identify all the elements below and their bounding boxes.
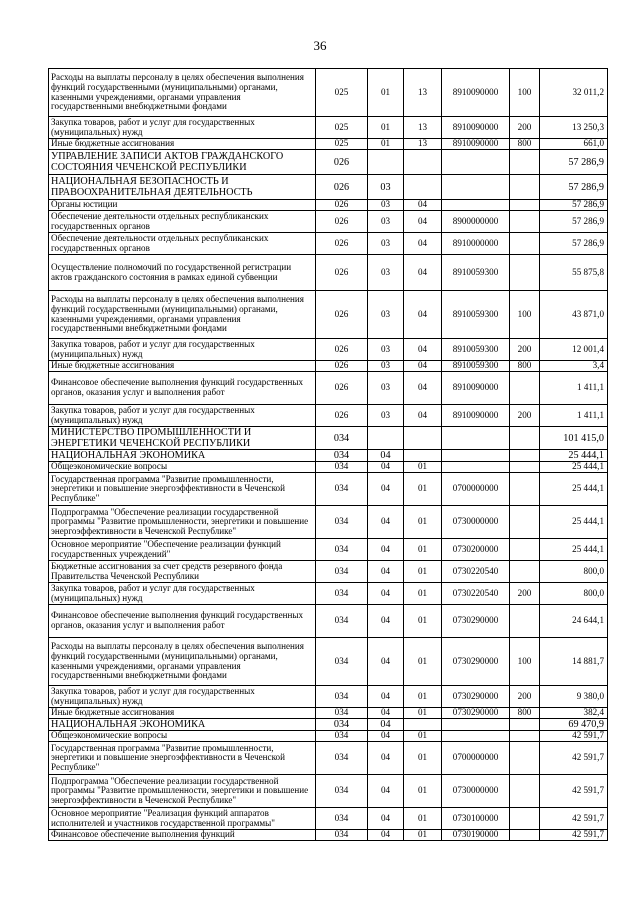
amount-cell: 25 444,1 <box>540 539 608 561</box>
expense-name-cell: НАЦИОНАЛЬНАЯ ЭКОНОМИКА <box>49 719 316 731</box>
section-code-cell: 03 <box>368 372 404 405</box>
target-article-cell: 0730290000 <box>442 708 510 719</box>
section-code-cell: 04 <box>368 450 404 462</box>
expense-name-cell: Основное мероприятие "Обеспечение реализации функций государственных учреждений" <box>49 539 316 561</box>
target-article-cell: 8910059300 <box>442 291 510 339</box>
target-article-cell: 0730290000 <box>442 605 510 638</box>
expense-name-cell: НАЦИОНАЛЬНАЯ ЭКОНОМИКА <box>49 450 316 462</box>
department-code-cell: 026 <box>316 361 368 372</box>
expense-type-cell <box>510 372 540 405</box>
table-row <box>49 686 608 708</box>
amount-cell: 43 871,0 <box>540 291 608 339</box>
expense-name-cell: Закупка товаров, работ и услуг для государственных (муниципальных) нужд <box>49 686 316 708</box>
section-code-cell: 01 <box>368 69 404 117</box>
section-code-cell: 04 <box>368 638 404 686</box>
table-row <box>49 808 608 830</box>
expense-name-cell: Финансовое обеспечение выполнения функций <box>49 830 316 841</box>
expense-type-cell <box>510 427 540 450</box>
expense-type-cell: 800 <box>510 139 540 150</box>
expense-type-cell <box>510 255 540 291</box>
expense-name-cell: Расходы на выплаты персоналу в целях обеспечения выполнения функций государственными (муниципальными) органами, казенными учреждениями, органами управления государственными внебюджетными фондами <box>49 69 316 117</box>
table-row <box>49 339 608 361</box>
table-row <box>49 561 608 583</box>
department-code-cell: 034 <box>316 775 368 808</box>
section-code-cell: 03 <box>368 211 404 233</box>
amount-cell: 800,0 <box>540 583 608 605</box>
department-code-cell: 034 <box>316 473 368 506</box>
expense-type-cell: 200 <box>510 686 540 708</box>
section-code-cell: 04 <box>368 539 404 561</box>
section-code-cell: 03 <box>368 361 404 372</box>
section-code-cell <box>368 150 404 175</box>
subsection-code-cell <box>404 719 442 731</box>
department-code-cell: 034 <box>316 708 368 719</box>
section-code-cell: 04 <box>368 719 404 731</box>
expense-type-cell <box>510 539 540 561</box>
subsection-code-cell <box>404 427 442 450</box>
section-code-cell: 04 <box>368 742 404 775</box>
department-code-cell: 026 <box>316 150 368 175</box>
amount-cell: 661,0 <box>540 139 608 150</box>
section-code-cell: 04 <box>368 583 404 605</box>
table-row <box>49 506 608 539</box>
expense-type-cell <box>510 742 540 775</box>
department-code-cell: 025 <box>316 139 368 150</box>
amount-cell: 1 411,1 <box>540 372 608 405</box>
target-article-cell: 0730100000 <box>442 808 510 830</box>
expense-type-cell <box>510 200 540 211</box>
expense-name-cell: Общеэкономические вопросы <box>49 731 316 742</box>
department-code-cell: 034 <box>316 561 368 583</box>
target-article-cell: 0730220540 <box>442 561 510 583</box>
expense-type-cell <box>510 830 540 841</box>
expense-type-cell <box>510 731 540 742</box>
table-row <box>49 719 608 731</box>
amount-cell: 32 011,2 <box>540 69 608 117</box>
expense-type-cell <box>510 473 540 506</box>
target-article-cell: 8910059300 <box>442 255 510 291</box>
subsection-code-cell: 01 <box>404 583 442 605</box>
expense-name-cell: Финансовое обеспечение выполнения функций государственных органов, оказания услуг и выполнения работ <box>49 605 316 638</box>
subsection-code-cell: 01 <box>404 638 442 686</box>
amount-cell: 14 881,7 <box>540 638 608 686</box>
expense-type-cell <box>510 233 540 255</box>
section-code-cell: 04 <box>368 473 404 506</box>
amount-cell: 12 001,4 <box>540 339 608 361</box>
table-row <box>49 200 608 211</box>
subsection-code-cell: 01 <box>404 708 442 719</box>
expense-name-cell: Обеспечение деятельности отдельных республиканских государственных органов <box>49 211 316 233</box>
table-row <box>49 462 608 473</box>
expense-name-cell: УПРАВЛЕНИЕ ЗАПИСИ АКТОВ ГРАЖДАНСКОГО СОСТОЯНИЯ ЧЕЧЕНСКОЙ РЕСПУБЛИКИ <box>49 150 316 175</box>
subsection-code-cell: 01 <box>404 539 442 561</box>
amount-cell: 42 591,7 <box>540 742 608 775</box>
section-code-cell: 01 <box>368 139 404 150</box>
amount-cell: 25 444,1 <box>540 506 608 539</box>
section-code-cell: 04 <box>368 462 404 473</box>
table-row <box>49 372 608 405</box>
department-code-cell: 025 <box>316 117 368 139</box>
target-article-cell: 0730290000 <box>442 686 510 708</box>
subsection-code-cell: 13 <box>404 139 442 150</box>
target-article-cell: 0730290000 <box>442 638 510 686</box>
department-code-cell: 026 <box>316 339 368 361</box>
section-code-cell <box>368 427 404 450</box>
budget-table-body <box>49 69 608 841</box>
target-article-cell <box>442 719 510 731</box>
target-article-cell: 0730200000 <box>442 539 510 561</box>
section-code-cell: 04 <box>368 830 404 841</box>
expense-name-cell: Закупка товаров, работ и услуг для государственных (муниципальных) нужд <box>49 405 316 427</box>
department-code-cell: 026 <box>316 372 368 405</box>
subsection-code-cell: 04 <box>404 255 442 291</box>
expense-type-cell <box>510 175 540 200</box>
department-code-cell: 034 <box>316 686 368 708</box>
expense-type-cell <box>510 808 540 830</box>
expense-type-cell <box>510 150 540 175</box>
target-article-cell <box>442 427 510 450</box>
table-row <box>49 473 608 506</box>
expense-type-cell: 800 <box>510 708 540 719</box>
amount-cell: 42 591,7 <box>540 808 608 830</box>
amount-cell: 25 444,1 <box>540 473 608 506</box>
target-article-cell <box>442 450 510 462</box>
target-article-cell: 0730190000 <box>442 830 510 841</box>
expense-name-cell: Закупка товаров, работ и услуг для государственных (муниципальных) нужд <box>49 583 316 605</box>
expense-name-cell: Расходы на выплаты персоналу в целях обеспечения выполнения функций государственными (муниципальными) органами, казенными учреждениями, органами управления государственными внебюджетными фондами <box>49 638 316 686</box>
section-code-cell: 04 <box>368 775 404 808</box>
amount-cell: 42 591,7 <box>540 775 608 808</box>
target-article-cell <box>442 150 510 175</box>
amount-cell: 57 286,9 <box>540 150 608 175</box>
budget-table <box>48 68 608 841</box>
section-code-cell: 04 <box>368 686 404 708</box>
subsection-code-cell <box>404 175 442 200</box>
expense-name-cell: Закупка товаров, работ и услуг для государственных (муниципальных) нужд <box>49 117 316 139</box>
expense-name-cell: Основное мероприятие "Реализация функций аппаратов исполнителей и участников государственной программы" <box>49 808 316 830</box>
expense-type-cell: 800 <box>510 361 540 372</box>
amount-cell: 101 415,0 <box>540 427 608 450</box>
department-code-cell: 034 <box>316 638 368 686</box>
target-article-cell <box>442 200 510 211</box>
target-article-cell: 8910090000 <box>442 139 510 150</box>
section-code-cell: 03 <box>368 255 404 291</box>
target-article-cell <box>442 731 510 742</box>
section-code-cell: 04 <box>368 605 404 638</box>
table-row <box>49 405 608 427</box>
department-code-cell: 034 <box>316 731 368 742</box>
department-code-cell: 034 <box>316 539 368 561</box>
department-code-cell: 034 <box>316 427 368 450</box>
section-code-cell: 03 <box>368 175 404 200</box>
table-row <box>49 583 608 605</box>
table-row <box>49 361 608 372</box>
subsection-code-cell: 01 <box>404 506 442 539</box>
subsection-code-cell: 01 <box>404 808 442 830</box>
table-row <box>49 175 608 200</box>
table-row <box>49 427 608 450</box>
department-code-cell: 026 <box>316 233 368 255</box>
department-code-cell: 034 <box>316 583 368 605</box>
amount-cell: 25 444,1 <box>540 462 608 473</box>
table-row <box>49 830 608 841</box>
subsection-code-cell <box>404 150 442 175</box>
subsection-code-cell: 01 <box>404 775 442 808</box>
expense-type-cell <box>510 719 540 731</box>
expense-name-cell: Обеспечение деятельности отдельных республиканских государственных органов <box>49 233 316 255</box>
table-row <box>49 139 608 150</box>
department-code-cell: 026 <box>316 291 368 339</box>
expense-type-cell <box>510 605 540 638</box>
expense-type-cell: 100 <box>510 69 540 117</box>
subsection-code-cell: 04 <box>404 211 442 233</box>
department-code-cell: 026 <box>316 175 368 200</box>
amount-cell: 9 380,0 <box>540 686 608 708</box>
section-code-cell: 04 <box>368 506 404 539</box>
table-row <box>49 150 608 175</box>
target-article-cell: 8910059300 <box>442 361 510 372</box>
expense-type-cell <box>510 506 540 539</box>
table-row <box>49 605 608 638</box>
amount-cell: 3,4 <box>540 361 608 372</box>
target-article-cell: 8910059300 <box>442 339 510 361</box>
expense-name-cell: Подпрограмма "Обеспечение реализации государственной программы "Развитие промышленности, энергетики и повышение энергоэффективности в Чеченской Республике" <box>49 775 316 808</box>
amount-cell: 57 286,9 <box>540 175 608 200</box>
section-code-cell: 03 <box>368 233 404 255</box>
table-row <box>49 731 608 742</box>
expense-name-cell: Органы юстиции <box>49 200 316 211</box>
expense-name-cell: Общеэкономические вопросы <box>49 462 316 473</box>
expense-name-cell: Государственная программа "Развитие промышленности, энергетики и повышение энергоэффективности в Чеченской Республике" <box>49 473 316 506</box>
table-row <box>49 742 608 775</box>
target-article-cell <box>442 175 510 200</box>
amount-cell: 42 591,7 <box>540 830 608 841</box>
expense-type-cell <box>510 211 540 233</box>
department-code-cell: 026 <box>316 200 368 211</box>
table-row <box>49 255 608 291</box>
subsection-code-cell: 13 <box>404 117 442 139</box>
table-row <box>49 450 608 462</box>
section-code-cell: 04 <box>368 808 404 830</box>
target-article-cell: 8900000000 <box>442 211 510 233</box>
department-code-cell: 025 <box>316 69 368 117</box>
target-article-cell: 8910000000 <box>442 233 510 255</box>
subsection-code-cell: 04 <box>404 291 442 339</box>
expense-name-cell: МИНИСТЕРСТВО ПРОМЫШЛЕННОСТИ И ЭНЕРГЕТИКИ ЧЕЧЕНСКОЙ РЕСПУБЛИКИ <box>49 427 316 450</box>
department-code-cell: 026 <box>316 211 368 233</box>
section-code-cell: 04 <box>368 561 404 583</box>
subsection-code-cell: 13 <box>404 69 442 117</box>
target-article-cell: 8910090000 <box>442 117 510 139</box>
table-row <box>49 117 608 139</box>
expense-type-cell <box>510 462 540 473</box>
department-code-cell: 034 <box>316 742 368 775</box>
table-row <box>49 638 608 686</box>
table-row <box>49 708 608 719</box>
target-article-cell: 0700000000 <box>442 742 510 775</box>
section-code-cell: 03 <box>368 291 404 339</box>
target-article-cell: 0730000000 <box>442 775 510 808</box>
subsection-code-cell: 01 <box>404 605 442 638</box>
subsection-code-cell: 04 <box>404 200 442 211</box>
expense-type-cell: 100 <box>510 291 540 339</box>
expense-name-cell: Расходы на выплаты персоналу в целях обеспечения выполнения функций государственными (муниципальными) органами, казенными учреждениями, органами управления государственными внебюджетными фондами <box>49 291 316 339</box>
subsection-code-cell <box>404 450 442 462</box>
expense-name-cell: Бюджетные ассигнования за счет средств резервного фонда Правительства Чеченской Республики <box>49 561 316 583</box>
department-code-cell: 034 <box>316 830 368 841</box>
table-row <box>49 69 608 117</box>
expense-type-cell: 200 <box>510 405 540 427</box>
target-article-cell: 0700000000 <box>442 473 510 506</box>
expense-name-cell: Государственная программа "Развитие промышленности, энергетики и повышение энергоэффективности в Чеченской Республике" <box>49 742 316 775</box>
amount-cell: 1 411,1 <box>540 405 608 427</box>
section-code-cell: 03 <box>368 405 404 427</box>
amount-cell: 57 286,9 <box>540 211 608 233</box>
subsection-code-cell: 01 <box>404 830 442 841</box>
amount-cell: 55 875,8 <box>540 255 608 291</box>
expense-type-cell: 200 <box>510 583 540 605</box>
expense-type-cell <box>510 775 540 808</box>
amount-cell: 57 286,9 <box>540 233 608 255</box>
expense-name-cell: Иные бюджетные ассигнования <box>49 139 316 150</box>
table-row <box>49 775 608 808</box>
subsection-code-cell: 01 <box>404 731 442 742</box>
expense-type-cell <box>510 450 540 462</box>
department-code-cell: 034 <box>316 462 368 473</box>
section-code-cell: 04 <box>368 731 404 742</box>
subsection-code-cell: 04 <box>404 233 442 255</box>
department-code-cell: 026 <box>316 405 368 427</box>
expense-type-cell: 100 <box>510 638 540 686</box>
department-code-cell: 034 <box>316 719 368 731</box>
table-row <box>49 291 608 339</box>
section-code-cell: 01 <box>368 117 404 139</box>
target-article-cell: 8910090000 <box>442 372 510 405</box>
amount-cell: 69 470,9 <box>540 719 608 731</box>
target-article-cell: 0730220540 <box>442 583 510 605</box>
expense-name-cell: Закупка товаров, работ и услуг для государственных (муниципальных) нужд <box>49 339 316 361</box>
expense-type-cell <box>510 561 540 583</box>
subsection-code-cell: 01 <box>404 686 442 708</box>
amount-cell: 57 286,9 <box>540 200 608 211</box>
expense-type-cell: 200 <box>510 117 540 139</box>
department-code-cell: 026 <box>316 255 368 291</box>
target-article-cell: 8910090000 <box>442 405 510 427</box>
page-number: 36 <box>313 38 327 53</box>
department-code-cell: 034 <box>316 506 368 539</box>
subsection-code-cell: 01 <box>404 561 442 583</box>
amount-cell: 25 444,1 <box>540 450 608 462</box>
target-article-cell: 0730000000 <box>442 506 510 539</box>
amount-cell: 800,0 <box>540 561 608 583</box>
section-code-cell: 04 <box>368 708 404 719</box>
target-article-cell: 8910090000 <box>442 69 510 117</box>
expense-name-cell: Финансовое обеспечение выполнения функций государственных органов, оказания услуг и выполнения работ <box>49 372 316 405</box>
target-article-cell <box>442 462 510 473</box>
department-code-cell: 034 <box>316 450 368 462</box>
amount-cell: 24 644,1 <box>540 605 608 638</box>
subsection-code-cell: 04 <box>404 405 442 427</box>
expense-name-cell: Осуществление полномочий по государственной регистрации актов гражданского состояния в рамках единой субвенции <box>49 255 316 291</box>
amount-cell: 13 250,3 <box>540 117 608 139</box>
subsection-code-cell: 01 <box>404 462 442 473</box>
subsection-code-cell: 04 <box>404 372 442 405</box>
subsection-code-cell: 01 <box>404 473 442 506</box>
department-code-cell: 034 <box>316 808 368 830</box>
expense-name-cell: НАЦИОНАЛЬНАЯ БЕЗОПАСНОСТЬ И ПРАВООХРАНИТЕЛЬНАЯ ДЕЯТЕЛЬНОСТЬ <box>49 175 316 200</box>
expense-name-cell: Иные бюджетные ассигнования <box>49 361 316 372</box>
expense-type-cell: 200 <box>510 339 540 361</box>
expense-name-cell: Иные бюджетные ассигнования <box>49 708 316 719</box>
amount-cell: 382,4 <box>540 708 608 719</box>
department-code-cell: 034 <box>316 605 368 638</box>
section-code-cell: 03 <box>368 339 404 361</box>
subsection-code-cell: 04 <box>404 361 442 372</box>
subsection-code-cell: 04 <box>404 339 442 361</box>
expense-name-cell: Подпрограмма "Обеспечение реализации государственной программы "Развитие промышленности, энергетики и повышение энергоэффективности в Чеченской Республике" <box>49 506 316 539</box>
table-row <box>49 233 608 255</box>
section-code-cell: 03 <box>368 200 404 211</box>
amount-cell: 42 591,7 <box>540 731 608 742</box>
table-row <box>49 211 608 233</box>
subsection-code-cell: 01 <box>404 742 442 775</box>
table-row <box>49 539 608 561</box>
